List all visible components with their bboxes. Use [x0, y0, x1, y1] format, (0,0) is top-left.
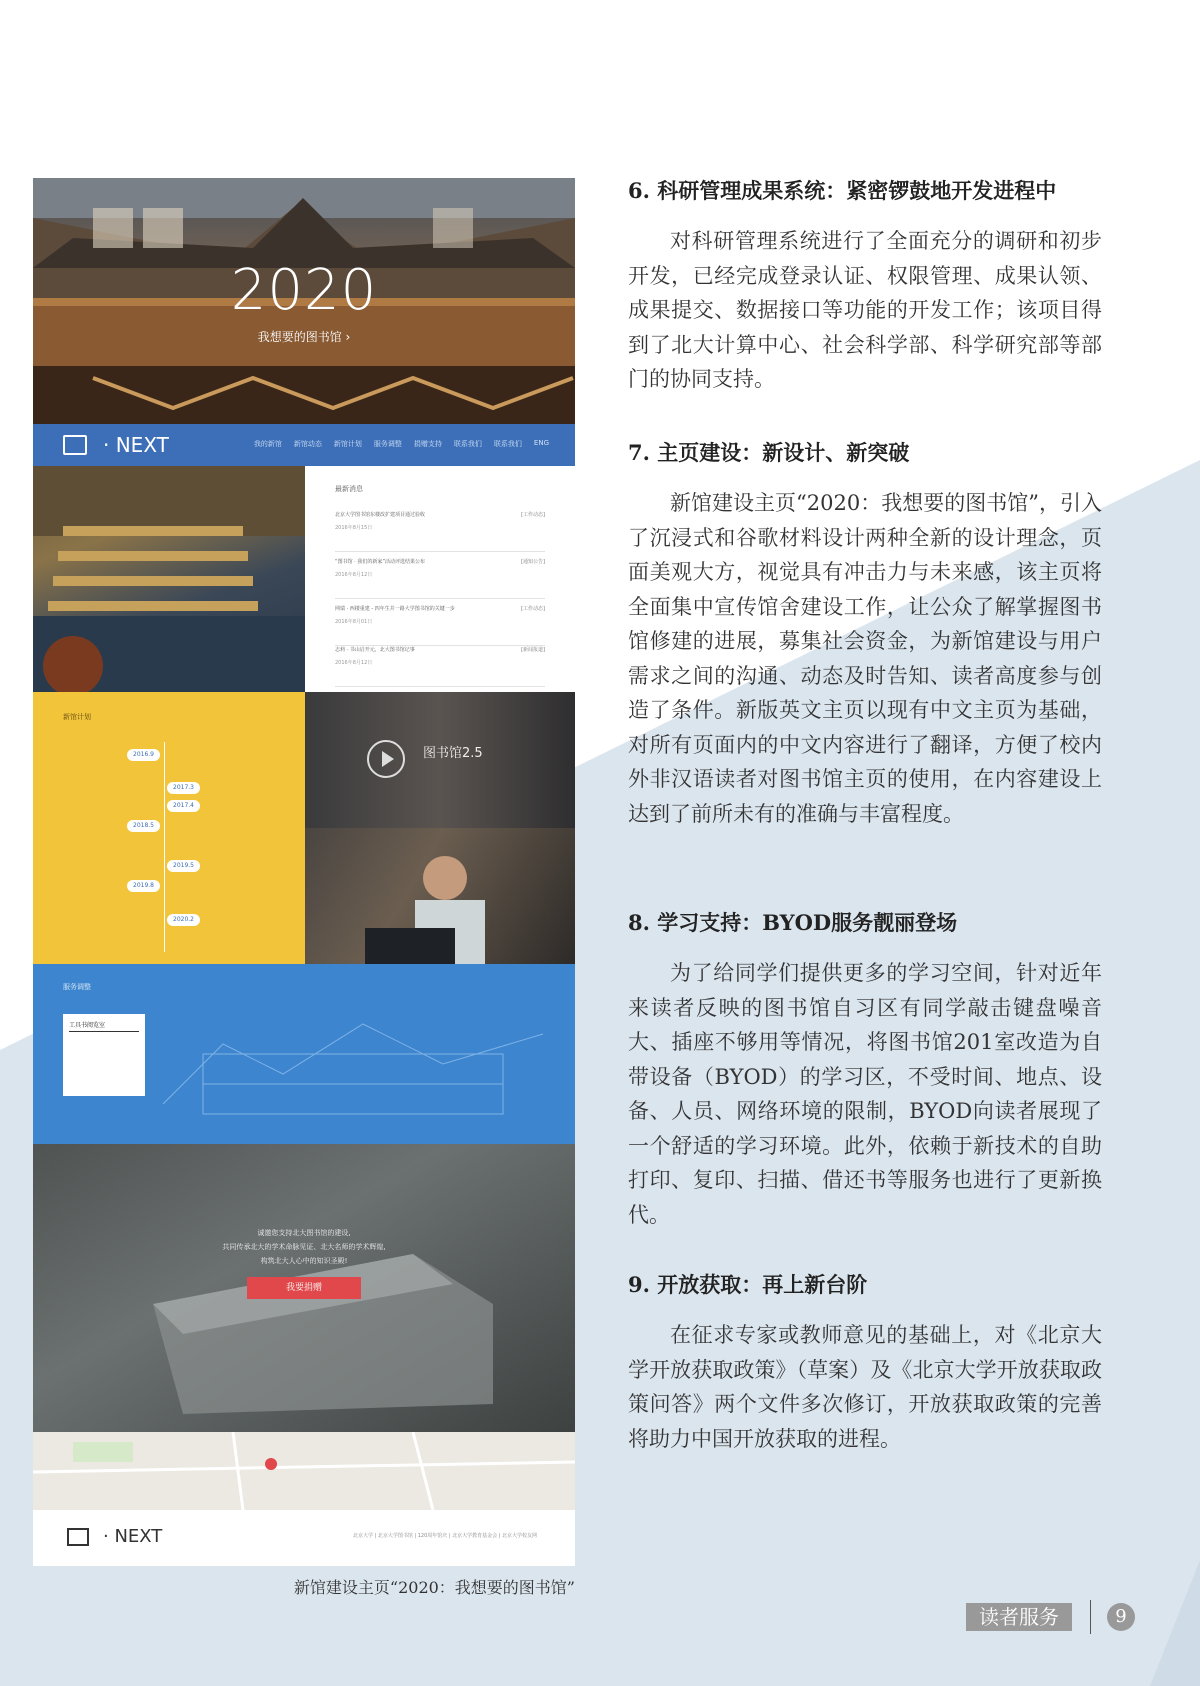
timeline-milestone[interactable]: 2017.4 [167, 800, 200, 812]
section-9-heading: 9. 开放获取：再上新台阶 [628, 1272, 868, 1297]
news-item-date: 2016年8月15日 [335, 525, 373, 531]
nav-link[interactable]: 新馆动态 [293, 440, 322, 448]
site-brand[interactable]: · NEXT [103, 433, 169, 457]
reading-room-select[interactable]: 工具书阅览室 [69, 1020, 139, 1032]
timeline-milestone[interactable]: 2020.2 [167, 914, 200, 926]
section-7-heading: 7. 主页建设：新设计、新突破 [628, 440, 910, 465]
donation-line: 共同传承北大的学术命脉见证、北大名师的学术辉煌, [222, 1243, 386, 1251]
reading-room-photo [33, 466, 305, 692]
section-7-paragraph: 新馆建设主页“2020：我想要的图书馆”，引入了沉浸式和谷歌材料设计两种全新的设计理念，页面美观大方，视觉具有冲击力与未来感，该主页将全面集中宣传馆舍建设工作，让公众了解掌握图书馆修建的进展，募集社会资金，为新馆建设与用户需求之间的沟通、动态及时告知、读者高度参与创造了条件。新版英文主页以现有中文主页为基础，对所有页面内的中文内容进行了翻译，方便了校内外非汉语读者对图书馆主页的使用，在内容建设上达到了前所未有的准确与丰富程度。 [628, 491, 1102, 826]
campus-map[interactable] [33, 1432, 575, 1510]
building-sketch-image [163, 984, 543, 1134]
section-9-paragraph: 在征求专家或教师意见的基础上，对《北京大学开放获取政策》（草案）及《北京大学开放获取政策问答》两个文件多次修订，开放获取政策的完善将助力中国开放获取的进程。 [628, 1323, 1102, 1451]
news-item-title[interactable]: 北京大学图书馆东楼改扩建项目通过验收 [335, 512, 426, 518]
nav-links [254, 439, 549, 449]
site-footer [33, 1510, 575, 1566]
news-item-tag: [工作动态] [521, 512, 545, 518]
news-item-tag: [新闻报道] [521, 647, 545, 653]
footer-links[interactable]: 北京大学 | 北京大学图书馆 | 120周年馆庆 | 北京大学教育基金会 | 北京大学校友网 [352, 1533, 537, 1539]
section-label: 读者服务 [966, 1603, 1072, 1631]
homepage-screenshot [33, 178, 575, 1566]
news-item-title[interactable]: “图书馆 · 我们的新家”活动评选结果公布 [335, 559, 425, 565]
student-photo [305, 828, 575, 964]
news-item-date: 2016年8月01日 [335, 619, 373, 625]
news-item-date: 2016年8月12日 [335, 660, 373, 666]
footer-divider [1090, 1600, 1091, 1634]
donation-section [33, 1144, 575, 1432]
donation-message [33, 1226, 575, 1268]
nav-link[interactable]: 我的新馆 [253, 440, 282, 448]
nav-link[interactable]: 捐赠支持 [413, 440, 442, 448]
nav-link[interactable]: 服务调整 [373, 440, 402, 448]
news-item[interactable] [335, 646, 545, 687]
section-8-paragraph: 为了给同学们提供更多的学习空间，针对近年来读者反映的图书馆自习区有同学敲击键盘噪音大、插座不够用等情况，将图书馆201室改造为自带设备（BYOD）的学习区，不受时间、地点、设备、人员、网络环境的限制，BYOD向读者展现了一个舒适的学习环境。此外，依赖于新技术的自助打印、复印、扫描、借还书等服务也进行了更新换代。 [628, 961, 1102, 1227]
library-logo-icon[interactable] [63, 435, 87, 455]
video-tile[interactable] [305, 692, 575, 828]
news-heading: 最新消息 [335, 485, 363, 493]
news-item[interactable] [335, 558, 545, 599]
services-heading: 服务调整 [63, 983, 91, 991]
reading-room-dropdown[interactable] [63, 1014, 145, 1096]
hero-year: 2020 [230, 258, 378, 323]
library-logo-icon[interactable] [67, 1528, 89, 1546]
timeline-milestone[interactable]: 2018.5 [127, 820, 160, 832]
news-item[interactable] [335, 511, 545, 552]
hero-banner [33, 178, 575, 424]
news-item[interactable] [335, 605, 545, 646]
news-item-title[interactable]: 网瑞 · 西楼重建 - 四年生并一路大学图书馆的关键一步 [335, 606, 455, 612]
construction-timeline [33, 692, 305, 964]
timeline-line [164, 742, 165, 952]
nav-link[interactable]: 联系我们 [453, 440, 482, 448]
timeline-heading: 新馆计划 [63, 713, 91, 721]
timeline-milestone[interactable]: 2017.3 [167, 782, 200, 794]
timeline-milestone[interactable]: 2016.9 [127, 749, 160, 761]
page-number: 9 [1107, 1603, 1135, 1631]
news-item-tag: [工作动态] [521, 606, 545, 612]
section-6-heading: 6. 科研管理成果系统：紧密锣鼓地开发进程中 [628, 178, 1057, 203]
donation-line: 诚邀您支持北大图书馆的建设, [257, 1229, 351, 1237]
donation-line: 构筑北大人心中的知识圣殿! [260, 1257, 348, 1265]
nav-link[interactable]: 联系我们 [493, 440, 522, 448]
services-panel [33, 964, 575, 1144]
news-item-title[interactable]: 志莉 · 书山启开元，北大图书馆记事 [335, 647, 415, 653]
figure-caption: 新馆建设主页“2020：我想要的图书馆” [293, 1578, 575, 1597]
timeline-milestone[interactable]: 2019.8 [127, 880, 160, 892]
timeline-milestone[interactable]: 2019.5 [167, 860, 200, 872]
section-8-heading: 8. 学习支持：BYOD服务靓丽登场 [628, 910, 958, 935]
footer-brand[interactable]: · NEXT [103, 1526, 163, 1547]
play-icon [382, 751, 394, 767]
section-6-paragraph: 对科研管理系统进行了全面充分的调研和初步开发，已经完成登录认证、权限管理、成果认领、成果提交、数据接口等功能的开发工作；该项目得到了北大计算中心、社会科学部、科学研究部等部门的协同支持。 [628, 229, 1102, 391]
nav-link[interactable]: 新馆计划 [333, 440, 362, 448]
video-title: 图书馆2.5 [423, 746, 483, 761]
latest-news-panel [305, 466, 575, 692]
site-navbar [33, 424, 575, 466]
nav-link-english[interactable]: ENG [533, 439, 549, 447]
news-item-date: 2016年8月12日 [335, 572, 373, 578]
donate-button[interactable]: 我要捐赠 [247, 1277, 361, 1299]
hero-subtitle-link[interactable]: 我想要的图书馆 › [257, 330, 351, 344]
news-item-tag: [通知公告] [521, 559, 545, 565]
